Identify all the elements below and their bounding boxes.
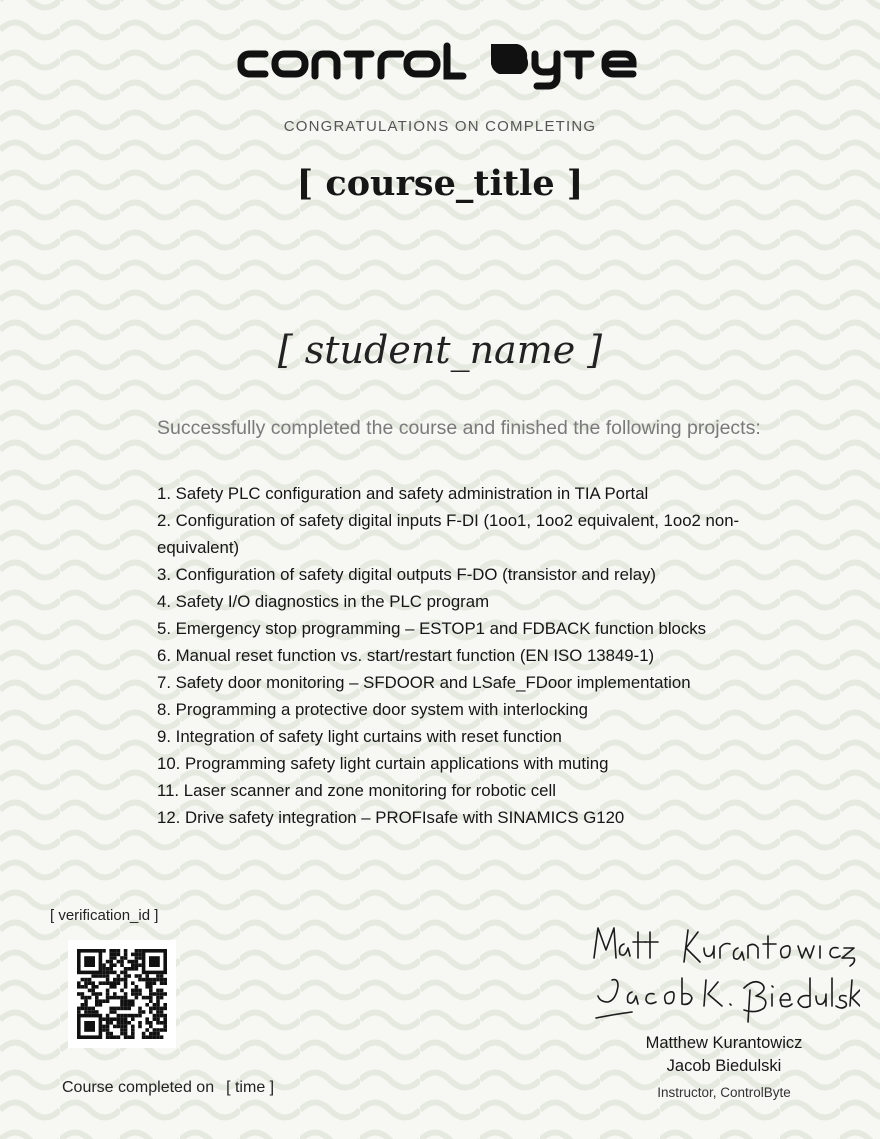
instructor-name: Matthew Kurantowicz bbox=[645, 1034, 803, 1052]
completion-time: [ time ] bbox=[226, 1079, 275, 1096]
project-item: 2. Configuration of safety digital inputs F-DI (1oo1, 1oo2 equivalent, 1oo2 non-equivalent) bbox=[157, 511, 740, 557]
qr-code-icon[interactable] bbox=[68, 940, 176, 1048]
project-item: 11. Laser scanner and zone monitoring for robotic cell bbox=[157, 781, 556, 800]
project-item: 4. Safety I/O diagnostics in the PLC program bbox=[157, 592, 490, 611]
project-item: 6. Manual reset function vs. start/restart function (EN ISO 13849-1) bbox=[157, 646, 655, 665]
logo-art bbox=[235, 40, 645, 90]
project-item: 10. Programming safety light curtain applications with muting bbox=[157, 754, 609, 773]
project-item: 7. Safety door monitoring – SFDOOR and LSafe_FDoor implementation bbox=[157, 673, 691, 692]
control-byte-logo bbox=[0, 40, 880, 95]
project-list bbox=[157, 480, 797, 831]
completion-intro: Successfully completed the course and finished the following projects: bbox=[157, 417, 761, 439]
project-item: 12. Drive safety integration – PROFIsafe with SINAMICS G120 bbox=[157, 808, 625, 827]
completion-date bbox=[62, 1079, 274, 1097]
project-item: 8. Programming a protective door system with interlocking bbox=[157, 700, 588, 719]
congratulations-heading: CONGRATULATIONS ON COMPLETING bbox=[283, 118, 597, 135]
course-title: [ course_title ] bbox=[296, 163, 584, 204]
project-item: 3. Configuration of safety digital outputs F-DO (transistor and relay) bbox=[157, 565, 657, 584]
verification-id: [ verification_id ] bbox=[50, 907, 159, 924]
instructor-signatures bbox=[588, 918, 860, 1033]
project-item: 9. Integration of safety light curtains with reset function bbox=[157, 727, 562, 746]
completed-label: Course completed on bbox=[62, 1079, 215, 1096]
project-item: 1. Safety PLC configuration and safety administration in TIA Portal bbox=[157, 484, 649, 503]
instructor-role: Instructor, ControlByte bbox=[657, 1085, 791, 1100]
instructor-name: Jacob Biedulski bbox=[666, 1057, 782, 1075]
student-name: [ student_name ] bbox=[277, 328, 603, 372]
project-item: 5. Emergency stop programming – ESTOP1 and FDBACK function blocks bbox=[157, 619, 707, 638]
